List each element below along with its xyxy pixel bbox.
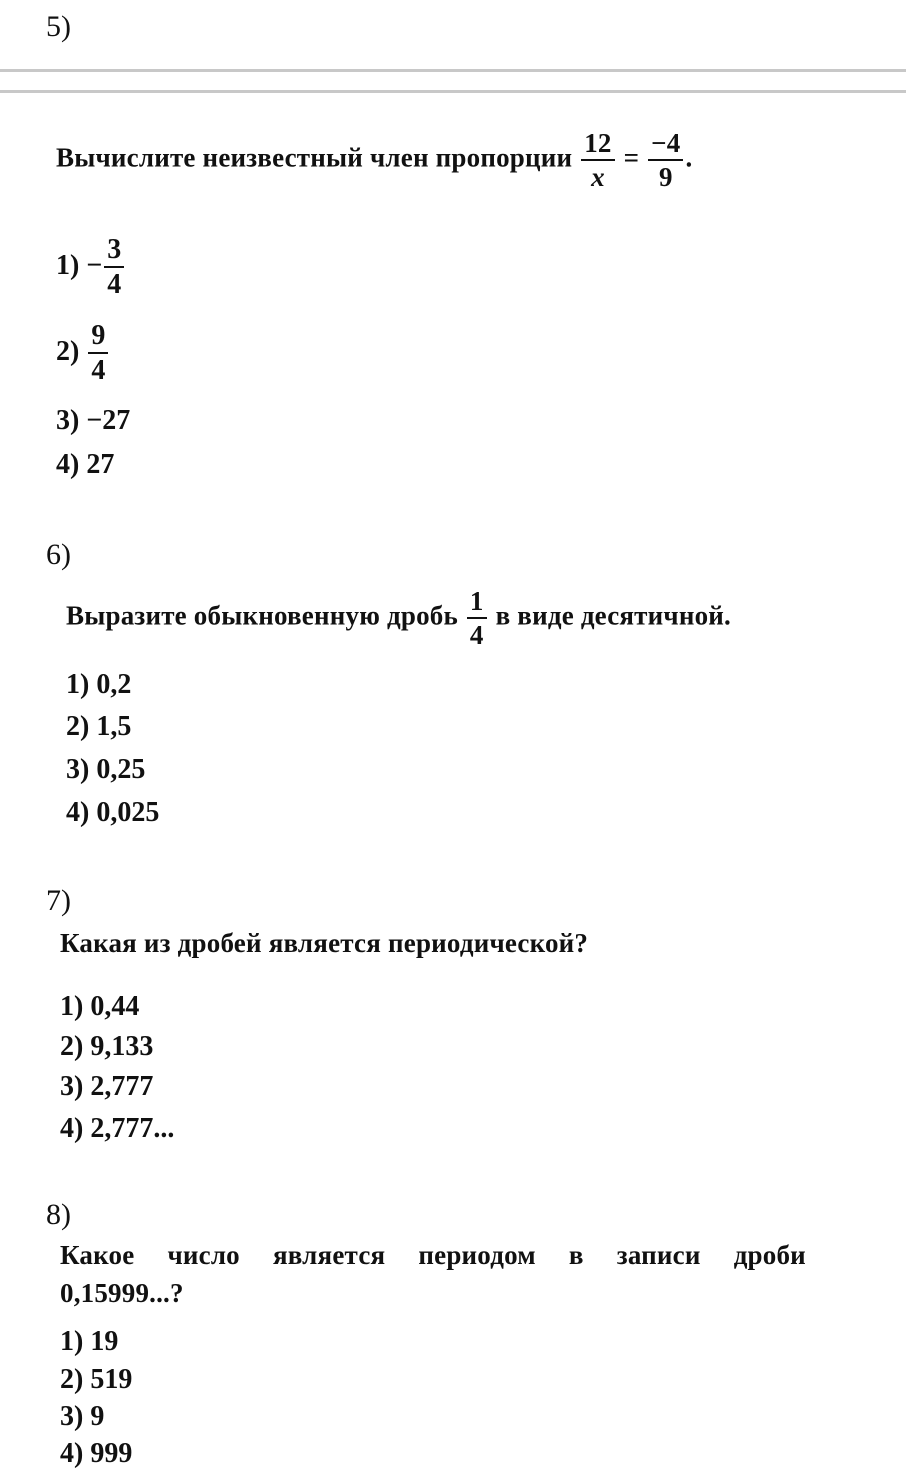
question-text: [66, 588, 731, 649]
fraction-denominator: x: [591, 162, 605, 192]
question-text-line: 0,15999...?: [60, 1278, 184, 1308]
answer-option: 3) 0,25: [66, 754, 146, 785]
answer-option: 2) 9,133: [60, 1031, 154, 1062]
question-word: в: [568, 1240, 584, 1270]
answer-option: 2) 1,5: [66, 711, 132, 742]
fraction-denominator: 9: [658, 162, 673, 192]
period: .: [685, 142, 693, 173]
answer-option: [56, 322, 110, 385]
question-number: 5): [46, 10, 71, 43]
question-number: 8): [46, 1198, 71, 1231]
option-label: 4): [56, 449, 80, 480]
question-word: дроби: [733, 1240, 806, 1270]
question-word: число: [167, 1240, 240, 1270]
fraction-denominator: 4: [107, 269, 122, 300]
question-text-body: Выразите обыкновенную дробь: [66, 600, 458, 631]
answer-option: [56, 405, 130, 437]
fraction: [581, 130, 614, 191]
answer-option: 4) 0,025: [66, 797, 160, 828]
question-word: Какое: [60, 1240, 135, 1270]
fraction-numerator: 1: [467, 588, 487, 619]
answer-option: 3) 2,777: [60, 1071, 154, 1102]
answer-option: 1) 19: [60, 1326, 119, 1357]
question-word: записи: [616, 1240, 701, 1270]
question-word: является: [272, 1240, 386, 1270]
fraction: [648, 130, 683, 191]
question-number: 6): [46, 538, 71, 571]
fraction-numerator: 12: [581, 130, 614, 161]
fraction-numerator: −4: [648, 130, 683, 161]
answer-option: 1) 0,44: [60, 991, 140, 1022]
option-label: 2): [56, 335, 80, 367]
fraction: [88, 322, 108, 385]
fraction-denominator: 4: [91, 355, 106, 386]
answer-option: [56, 449, 114, 481]
divider: [0, 69, 906, 72]
option-value: 27: [86, 449, 115, 480]
answer-option: [56, 236, 126, 299]
minus-sign: −: [86, 249, 103, 281]
fraction-denominator: 4: [469, 620, 484, 650]
answer-option: 3) 9: [60, 1401, 105, 1432]
fraction: [467, 588, 487, 649]
answer-option: 1) 0,2: [66, 669, 132, 700]
equals-sign: =: [623, 142, 640, 173]
answer-option: 4) 999: [60, 1438, 133, 1469]
question-text-line: [60, 1240, 806, 1271]
fraction-numerator: 9: [88, 322, 108, 354]
option-label: 1): [56, 249, 80, 281]
answer-option: 2) 519: [60, 1364, 133, 1395]
question-text-body: Вычислите неизвестный член пропорции: [56, 142, 573, 173]
option-value: −27: [86, 405, 131, 436]
question-text: Какая из дробей является периодической?: [60, 928, 589, 958]
question-text-body: в виде десятичной.: [495, 600, 731, 631]
fraction-numerator: 3: [104, 236, 124, 268]
divider: [0, 90, 906, 93]
question-text: [56, 130, 692, 191]
fraction: [104, 236, 124, 299]
question-word: периодом: [418, 1240, 536, 1270]
answer-option: 4) 2,777...: [60, 1113, 175, 1144]
option-label: 3): [56, 405, 80, 436]
question-number: 7): [46, 884, 71, 917]
